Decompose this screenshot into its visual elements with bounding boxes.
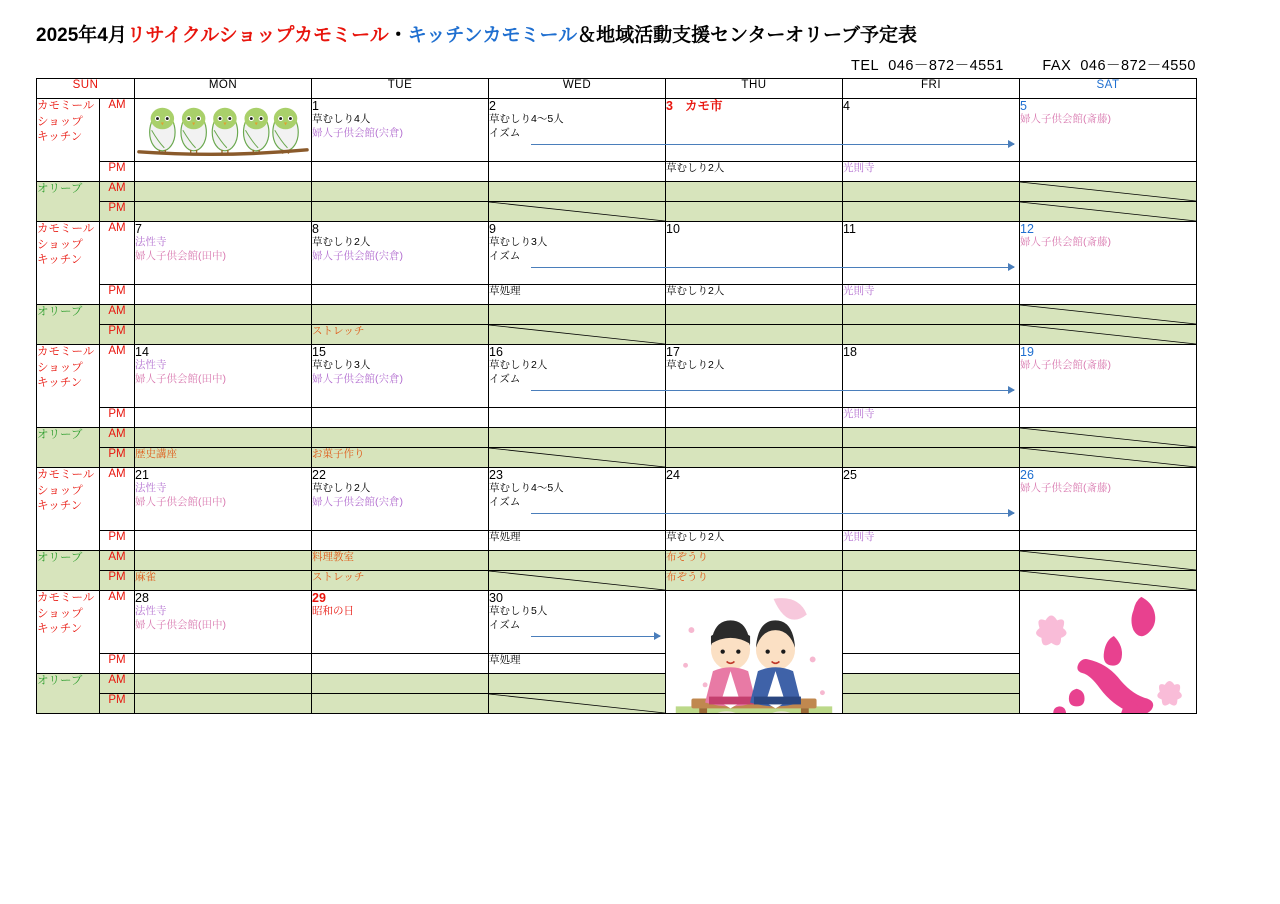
- day-cell-pm: [312, 162, 489, 182]
- row-label-line1: カモミール: [37, 469, 95, 481]
- pm-label: PM: [100, 654, 135, 674]
- japan-map-illustration-icon: [1020, 591, 1196, 713]
- event-label: 婦人子供会館(宍倉): [312, 373, 403, 386]
- day-cell-am: [1020, 468, 1197, 531]
- event-label: 草むしり3人: [489, 236, 548, 249]
- olive-cell-pm: [666, 202, 843, 222]
- event-label: 草むしり2人: [489, 359, 548, 372]
- event-label: 婦人子供会館(宍倉): [312, 127, 403, 140]
- day-cell-am: [135, 222, 312, 285]
- day-cell-pm: [843, 654, 1020, 674]
- event-label: 婦人子供会館(宍倉): [312, 496, 403, 509]
- title-and-center: ＆地域活動支援センター: [577, 25, 785, 46]
- day-cell-am: [489, 99, 666, 162]
- day-cell-am: [312, 468, 489, 531]
- day-number: 16: [489, 345, 503, 359]
- week-row-am: [37, 591, 1197, 654]
- day-number: 3 カモ市: [666, 99, 723, 113]
- olive-cell-am: [312, 182, 489, 202]
- olive-cell-am: [843, 551, 1020, 571]
- day-cell-pm: [135, 531, 312, 551]
- olive-cell-pm: [843, 448, 1020, 468]
- table-header-row: [37, 79, 1197, 99]
- day-cell-am: [489, 222, 666, 285]
- day-number: 29: [312, 591, 326, 605]
- column-header-mon: MON: [135, 79, 312, 99]
- row-label-line3: キッチン: [37, 254, 83, 267]
- day-cell-am: [135, 591, 312, 654]
- event-label: 婦人子供会館(田中): [135, 496, 226, 509]
- row-label-kamomile: [37, 591, 100, 674]
- event-label: 草むしり2人: [666, 162, 725, 174]
- day-cell-pm: [666, 285, 843, 305]
- olive-activity-label: 布ぞうり: [666, 571, 708, 583]
- olive-row-am: [37, 305, 1197, 325]
- illustration-cell-map: [1020, 591, 1197, 714]
- olive-cell-pm: [1020, 448, 1197, 468]
- event-label: 草むしり4人: [312, 113, 371, 126]
- diagonal-strike-icon: [1020, 551, 1196, 570]
- schedule-table: [36, 78, 1197, 714]
- row-label-kamomile: [37, 468, 100, 551]
- day-number: 12: [1020, 222, 1034, 236]
- day-cell-pm: [666, 408, 843, 428]
- fax-number: 046－872－4550: [1080, 58, 1196, 74]
- diagonal-strike-icon: [1020, 182, 1196, 201]
- olive-cell-pm: [666, 448, 843, 468]
- event-label: イズム: [489, 619, 521, 632]
- pm-label: PM: [100, 162, 135, 182]
- row-label-line2: ショップ: [37, 607, 83, 620]
- olive-cell-am: [312, 551, 489, 571]
- olive-activity-label: 歴史講座: [135, 448, 177, 460]
- day-cell-am: [843, 591, 1020, 654]
- event-label: 婦人子供会館(田中): [135, 373, 226, 386]
- olive-pm-label: PM: [100, 694, 135, 714]
- row-label-line3: キッチン: [37, 500, 83, 513]
- olive-cell-pm: [135, 325, 312, 345]
- day-number: 18: [843, 345, 857, 359]
- olive-cell-pm: [1020, 202, 1197, 222]
- event-label: 草むしり2人: [666, 531, 725, 543]
- day-cell-am: [489, 591, 666, 654]
- olive-cell-am: [843, 428, 1020, 448]
- row-label-olive: オリーブ: [37, 305, 100, 345]
- olive-cell-am: [666, 305, 843, 325]
- day-cell-am: [1020, 345, 1197, 408]
- olive-cell-am: [489, 551, 666, 571]
- event-label: 法性寺: [135, 605, 167, 618]
- olive-cell-am: [843, 305, 1020, 325]
- day-cell-pm: [1020, 531, 1197, 551]
- day-cell-am: [1020, 222, 1197, 285]
- day-number: 2: [489, 99, 496, 113]
- olive-cell-pm: [666, 325, 843, 345]
- day-cell-pm: [843, 285, 1020, 305]
- day-cell-am: [843, 468, 1020, 531]
- event-label: 草むしり2人: [666, 285, 725, 297]
- olive-pm-label: PM: [100, 325, 135, 345]
- column-header-sat: SAT: [1020, 79, 1197, 99]
- day-number: 22: [312, 468, 326, 482]
- event-label: 光則寺: [843, 408, 875, 420]
- olive-cell-pm: [843, 325, 1020, 345]
- olive-cell-am: [135, 674, 312, 694]
- event-label: 婦人子供会館(宍倉): [312, 250, 403, 263]
- row-label-line1: カモミール: [37, 223, 95, 235]
- olive-cell-am: [666, 428, 843, 448]
- olive-cell-pm: [312, 448, 489, 468]
- olive-cell-pm: [312, 694, 489, 714]
- olive-activity-label: 麻雀: [135, 571, 156, 583]
- event-label: 婦人子供会館(斎藤): [1020, 236, 1111, 249]
- day-cell-am: [666, 468, 843, 531]
- olive-cell-am: [312, 428, 489, 448]
- olive-row-pm: [37, 571, 1197, 591]
- olive-row-pm: [37, 448, 1197, 468]
- week-row-am: [37, 345, 1197, 408]
- tel-label: TEL: [851, 58, 880, 74]
- row-label-kamomile: [37, 222, 100, 305]
- day-cell-am: [135, 468, 312, 531]
- day-cell-am: [489, 345, 666, 408]
- event-label: 草処理: [489, 654, 521, 666]
- diagonal-strike-icon: [489, 448, 665, 467]
- olive-cell-am: [312, 674, 489, 694]
- event-label: 法性寺: [135, 482, 167, 495]
- event-label: 草むしり2人: [666, 359, 725, 372]
- diagonal-strike-icon: [1020, 571, 1196, 590]
- day-cell-pm: [312, 531, 489, 551]
- day-number: 30: [489, 591, 503, 605]
- row-label-olive: オリーブ: [37, 428, 100, 468]
- day-cell-am: [312, 99, 489, 162]
- olive-cell-pm: [312, 202, 489, 222]
- title-shop: リサイクルショップカモミール: [126, 25, 389, 46]
- olive-cell-am: [666, 551, 843, 571]
- day-cell-am: [312, 222, 489, 285]
- event-label: 婦人子供会館(斎藤): [1020, 113, 1111, 126]
- day-cell-am: [135, 345, 312, 408]
- olive-am-label: AM: [100, 305, 135, 325]
- olive-cell-pm: [843, 202, 1020, 222]
- olive-am-label: AM: [100, 551, 135, 571]
- diagonal-strike-icon: [1020, 305, 1196, 324]
- birds-illustration-icon: [135, 99, 311, 161]
- olive-cell-pm: [489, 448, 666, 468]
- day-cell-pm: [312, 285, 489, 305]
- day-cell-pm: [489, 285, 666, 305]
- event-label: 草むしり3人: [312, 359, 371, 372]
- day-number: 11: [843, 222, 856, 236]
- event-label: 光則寺: [843, 285, 875, 297]
- week-row-pm: [37, 162, 1197, 182]
- day-cell-am: [312, 345, 489, 408]
- olive-cell-am: [666, 182, 843, 202]
- event-label: 草むしり4～5人: [489, 113, 564, 126]
- row-label-kamomile: [37, 345, 100, 428]
- olive-cell-am: [1020, 182, 1197, 202]
- event-label: 婦人子供会館(田中): [135, 619, 226, 632]
- day-cell-am: [843, 99, 1020, 162]
- day-number: 15: [312, 345, 326, 359]
- event-label: イズム: [489, 127, 521, 140]
- column-header-thu: THU: [666, 79, 843, 99]
- event-label: 草むしり5人: [489, 605, 548, 618]
- day-cell-pm: [489, 654, 666, 674]
- day-cell-pm: [489, 531, 666, 551]
- olive-cell-am: [135, 305, 312, 325]
- fax-label: FAX: [1042, 58, 1072, 74]
- day-number: 7: [135, 222, 142, 236]
- day-number: 19: [1020, 345, 1034, 359]
- olive-cell-pm: [489, 325, 666, 345]
- event-label: 草処理: [489, 285, 521, 297]
- olive-cell-am: [489, 674, 666, 694]
- day-number: 17: [666, 345, 680, 359]
- olive-cell-pm: [843, 694, 1020, 714]
- day-cell-pm: [312, 408, 489, 428]
- row-label-line2: ショップ: [37, 238, 83, 251]
- olive-cell-pm: [489, 202, 666, 222]
- day-cell-am: [666, 222, 843, 285]
- title-separator: ・: [388, 25, 408, 46]
- am-label: AM: [100, 345, 135, 408]
- olive-activity-label: ストレッチ: [312, 571, 365, 583]
- day-cell-pm: [666, 162, 843, 182]
- illustration-cell-figures: [666, 591, 843, 714]
- olive-am-label: AM: [100, 182, 135, 202]
- olive-activity-label: 料理教室: [312, 551, 354, 563]
- title-date: 2025年4月: [36, 25, 127, 46]
- title-kitchen: キッチンカモミール: [407, 25, 578, 46]
- event-label: 法性寺: [135, 236, 167, 249]
- row-label-kamomile: [37, 99, 100, 182]
- column-header-tue: TUE: [312, 79, 489, 99]
- diagonal-strike-icon: [489, 694, 665, 713]
- diagonal-strike-icon: [1020, 325, 1196, 344]
- day-number: 4: [843, 99, 850, 113]
- row-label-olive: オリーブ: [37, 182, 100, 222]
- event-label: イズム: [489, 250, 521, 263]
- olive-cell-am: [489, 428, 666, 448]
- olive-cell-pm: [1020, 571, 1197, 591]
- am-label: AM: [100, 468, 135, 531]
- event-label: イズム: [489, 496, 521, 509]
- diagonal-strike-icon: [489, 571, 665, 590]
- row-label-line2: ショップ: [37, 361, 83, 374]
- olive-pm-label: PM: [100, 448, 135, 468]
- row-label-olive: オリーブ: [37, 674, 100, 714]
- day-number: 10: [666, 222, 680, 236]
- pm-label: PM: [100, 531, 135, 551]
- am-label: AM: [100, 222, 135, 285]
- event-label: 光則寺: [843, 531, 875, 543]
- olive-cell-pm: [135, 448, 312, 468]
- event-label: 昭和の日: [312, 605, 354, 618]
- day-cell-am: [843, 345, 1020, 408]
- olive-cell-pm: [489, 571, 666, 591]
- day-number: 9: [489, 222, 496, 236]
- event-label: 婦人子供会館(斎藤): [1020, 359, 1111, 372]
- event-label: 草むしり4～5人: [489, 482, 564, 495]
- diagonal-strike-icon: [1020, 202, 1196, 221]
- title-olive: オリーブ: [784, 25, 861, 46]
- day-number: 26: [1020, 468, 1034, 482]
- event-label: 光則寺: [843, 162, 875, 174]
- day-number: 1: [312, 99, 319, 113]
- tel-number: 046－872－4551: [888, 58, 1004, 74]
- olive-row-am: [37, 428, 1197, 448]
- diagonal-strike-icon: [1020, 428, 1196, 447]
- day-number: 24: [666, 468, 680, 482]
- olive-cell-am: [135, 428, 312, 448]
- row-label-line1: カモミール: [37, 346, 95, 358]
- olive-activity-label: お菓子作り: [312, 448, 365, 460]
- day-cell-pm: [312, 654, 489, 674]
- olive-row-am: [37, 182, 1197, 202]
- day-cell-pm: [843, 531, 1020, 551]
- day-number: 21: [135, 468, 149, 482]
- day-cell-pm: [489, 408, 666, 428]
- event-label: 婦人子供会館(斎藤): [1020, 482, 1111, 495]
- olive-activity-label: 布ぞうり: [666, 551, 708, 563]
- diagonal-strike-icon: [489, 325, 665, 344]
- couple-illustration-icon: [666, 591, 842, 713]
- olive-am-label: AM: [100, 428, 135, 448]
- olive-cell-pm: [489, 694, 666, 714]
- table-body: [37, 99, 1197, 714]
- pm-label: PM: [100, 285, 135, 305]
- olive-cell-am: [1020, 305, 1197, 325]
- olive-cell-am: [135, 182, 312, 202]
- event-label: 法性寺: [135, 359, 167, 372]
- day-number: 28: [135, 591, 149, 605]
- diagonal-strike-icon: [1020, 448, 1196, 467]
- day-cell-am: [666, 99, 843, 162]
- day-cell-am: [1020, 99, 1197, 162]
- olive-cell-pm: [135, 202, 312, 222]
- olive-cell-pm: [312, 571, 489, 591]
- olive-cell-pm: [1020, 325, 1197, 345]
- olive-pm-label: PM: [100, 571, 135, 591]
- row-label-line1: カモミール: [37, 100, 95, 112]
- row-label-line3: キッチン: [37, 377, 83, 390]
- day-cell-pm: [135, 408, 312, 428]
- olive-cell-am: [489, 305, 666, 325]
- day-cell-pm: [1020, 408, 1197, 428]
- event-label: 婦人子供会館(田中): [135, 250, 226, 263]
- week-row-pm: [37, 531, 1197, 551]
- olive-row-pm: [37, 202, 1197, 222]
- day-cell-pm: [135, 654, 312, 674]
- column-header-wed: WED: [489, 79, 666, 99]
- week-row-am: [37, 99, 1197, 162]
- week-row-pm: [37, 285, 1197, 305]
- day-number: 23: [489, 468, 503, 482]
- row-label-olive: オリーブ: [37, 551, 100, 591]
- day-cell-pm: [1020, 285, 1197, 305]
- row-label-line2: ショップ: [37, 484, 83, 497]
- day-cell-pm: [666, 531, 843, 551]
- olive-cell-am: [135, 551, 312, 571]
- day-cell-pm: [135, 285, 312, 305]
- day-cell-am: [666, 345, 843, 408]
- diagonal-strike-icon: [489, 202, 665, 221]
- day-cell-am: [312, 591, 489, 654]
- day-note: カモ市: [684, 99, 723, 113]
- olive-cell-pm: [312, 325, 489, 345]
- day-cell-pm: [843, 162, 1020, 182]
- olive-cell-pm: [666, 571, 843, 591]
- olive-cell-pm: [135, 571, 312, 591]
- olive-cell-am: [843, 674, 1020, 694]
- day-cell-pm: [489, 162, 666, 182]
- column-header-sun: SUN: [37, 79, 135, 99]
- olive-row-am: [37, 551, 1197, 571]
- row-label-line3: キッチン: [37, 623, 83, 636]
- day-cell-am: [489, 468, 666, 531]
- event-label: 草むしり2人: [312, 236, 371, 249]
- contact-info: [851, 54, 1196, 75]
- pm-label: PM: [100, 408, 135, 428]
- olive-cell-am: [489, 182, 666, 202]
- title-schedule: 予定表: [860, 25, 918, 46]
- am-label: AM: [100, 591, 135, 654]
- olive-activity-label: ストレッチ: [312, 325, 365, 337]
- event-label: 草むしり2人: [312, 482, 371, 495]
- day-number: 8: [312, 222, 319, 236]
- row-label-line2: ショップ: [37, 115, 83, 128]
- olive-pm-label: PM: [100, 202, 135, 222]
- day-number: 25: [843, 468, 857, 482]
- am-label: AM: [100, 99, 135, 162]
- day-cell-am: [843, 222, 1020, 285]
- column-header-fri: FRI: [843, 79, 1020, 99]
- olive-cell-pm: [843, 571, 1020, 591]
- day-cell-am: [135, 99, 312, 162]
- row-label-line3: キッチン: [37, 131, 83, 144]
- olive-row-pm: [37, 325, 1197, 345]
- day-cell-pm: [843, 408, 1020, 428]
- row-label-line1: カモミール: [37, 592, 95, 604]
- day-cell-pm: [1020, 162, 1197, 182]
- day-number: 14: [135, 345, 149, 359]
- olive-am-label: AM: [100, 674, 135, 694]
- page-title: [36, 20, 917, 47]
- olive-cell-am: [843, 182, 1020, 202]
- olive-cell-pm: [135, 694, 312, 714]
- olive-cell-am: [1020, 551, 1197, 571]
- day-number: 5: [1020, 99, 1027, 113]
- olive-cell-am: [1020, 428, 1197, 448]
- olive-cell-am: [312, 305, 489, 325]
- week-row-pm: [37, 408, 1197, 428]
- event-label: イズム: [489, 373, 521, 386]
- event-label: 草処理: [489, 531, 521, 543]
- day-cell-pm: [135, 162, 312, 182]
- week-row-am: [37, 468, 1197, 531]
- week-row-am: [37, 222, 1197, 285]
